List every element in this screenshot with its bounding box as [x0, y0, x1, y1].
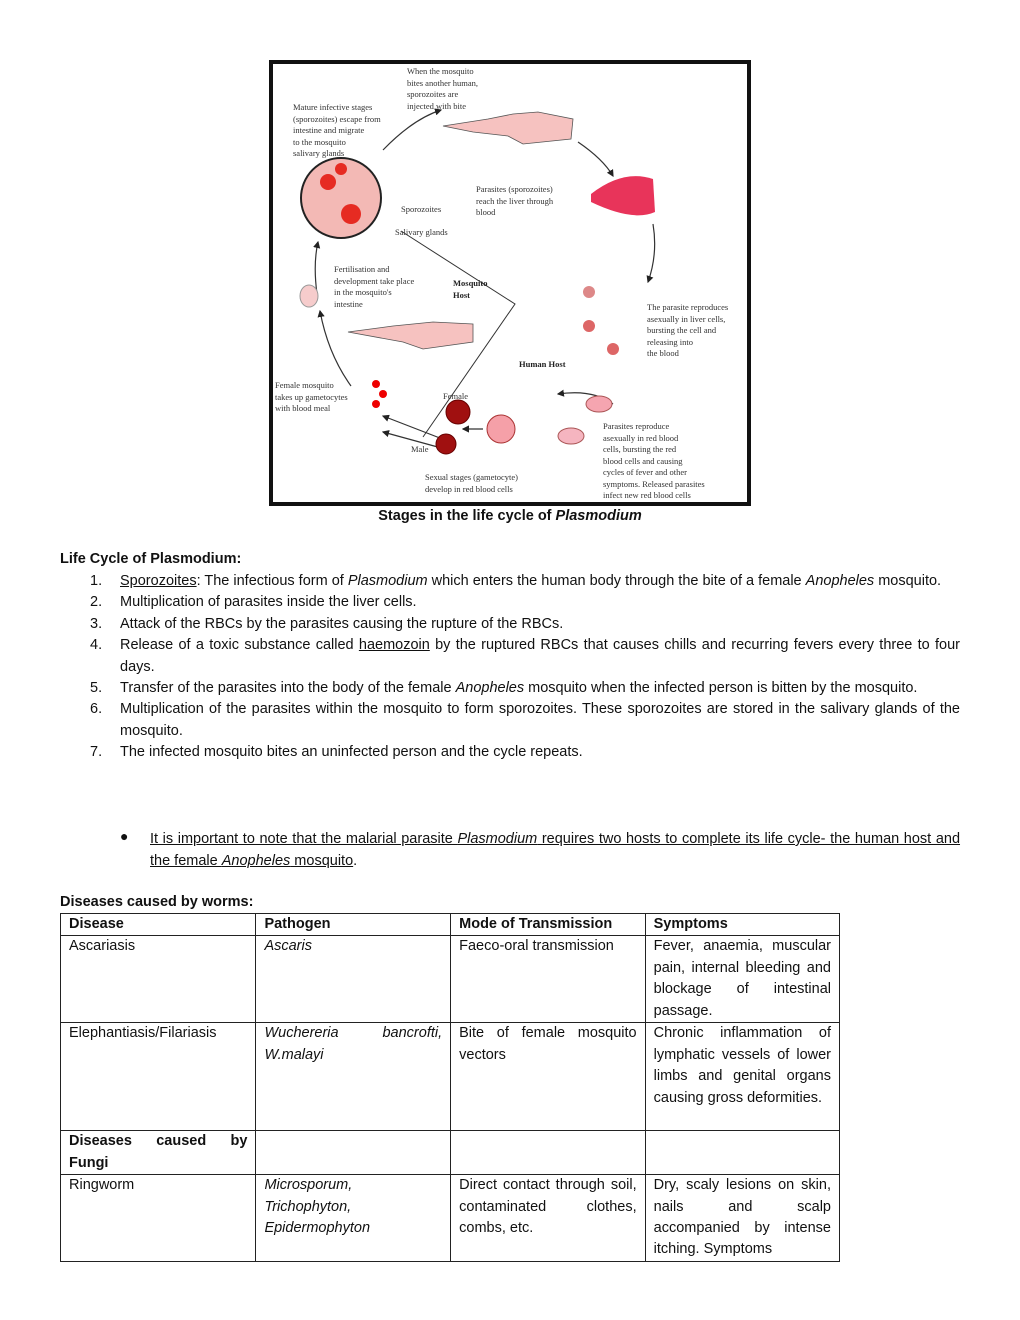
fungi-section-cell: Diseases caused by Fungi	[61, 1131, 256, 1175]
text: Release of a toxic substance called	[120, 637, 359, 654]
pathogen-cell: Ascaris	[256, 936, 451, 1023]
table-row	[61, 1023, 840, 1131]
liver-icon	[591, 176, 655, 215]
text: .	[353, 853, 358, 869]
caption-text: Stages in the life cycle of	[378, 508, 556, 524]
label-salivary: Salivary glands	[395, 227, 448, 237]
list-item	[60, 699, 960, 742]
diseases-table	[60, 913, 840, 1262]
table-row	[61, 1175, 840, 1262]
label-sexual: Sexual stages (gametocyte) develop in red blood cells	[425, 472, 518, 494]
text: Multiplication of the parasites within the mosquito to form sporozoites. These sporozoites are stored in the salivary glands of the mosquito.	[120, 701, 960, 739]
label-male: Male	[411, 444, 429, 454]
symptoms-cell: Chronic inflammation of lymphatic vessels of lower limbs and genital organs causing gross deformities.	[645, 1023, 839, 1131]
empty-cell	[256, 1131, 451, 1175]
item-number: 4.	[90, 637, 103, 654]
two-hosts-note	[150, 828, 960, 872]
pathogen-cell: Microsporum, Trichophyton, Epidermophyton	[256, 1175, 451, 1262]
plasmodium-life-cycle-figure	[269, 60, 751, 506]
transmission-cell: Faeco-oral transmission	[451, 936, 645, 1023]
text: Anopheles	[221, 853, 291, 869]
text: which enters the human body through the bite of a female	[427, 573, 806, 589]
header-transmission: Mode of Transmission	[451, 914, 645, 936]
text: Transfer of the parasites into the body of the female	[120, 680, 456, 697]
text: Plasmodium	[347, 573, 428, 589]
hand-icon	[348, 322, 473, 349]
table-header-row	[61, 914, 840, 936]
label-liver: Parasites (sporozoites) reach the liver through blood	[476, 184, 554, 217]
text: Anopheles	[455, 680, 525, 697]
transmission-cell: Direct contact through soil, contaminated clothes, combs, etc.	[451, 1175, 645, 1262]
empty-cell	[645, 1131, 839, 1175]
label-mature: Mature infective stages (sporozoites) escape from intestine and migrate to the mosquito salivary glands	[293, 102, 381, 158]
list-item	[60, 614, 960, 635]
symptoms-cell: Fever, anaemia, muscular pain, internal bleeding and blockage of intestinal passage.	[645, 936, 839, 1023]
header-pathogen: Pathogen	[256, 914, 451, 936]
text: mosquito when the infected person is bitten by the mosquito.	[524, 680, 918, 697]
sporozoites-term: Sporozoites	[120, 573, 197, 589]
symptoms-cell: Dry, scaly lesions on skin, nails and scalp accompanied by intense itching. Symptoms	[645, 1175, 839, 1262]
text: mosquito	[290, 853, 354, 869]
caption-italic: Plasmodium	[555, 508, 642, 524]
label-mosquito-host: Mosquito Host	[453, 278, 488, 300]
pathogen-cell: Wuchereria bancrofti, W.malayi	[256, 1023, 451, 1131]
item-number: 6.	[90, 701, 103, 718]
label-sporozoites: Sporozoites	[401, 204, 442, 214]
text: requires two hosts to complete its life cycle- the human host and the female	[150, 831, 961, 869]
worms-heading: Diseases caused by worms:	[60, 894, 254, 910]
text: The infected mosquito bites an uninfected person and the cycle repeats.	[120, 744, 583, 761]
label-human-host: Human Host	[519, 359, 566, 369]
text: by the ruptured RBCs that causes chills and recurring fevers every three to four days.	[120, 637, 960, 675]
hand-icon	[443, 112, 573, 144]
item-number: 5.	[90, 680, 103, 697]
label-female: Female	[443, 391, 469, 401]
lifecycle-list	[60, 571, 960, 764]
label-rbc-repro: Parasites reproduce asexually in red blood cells, bursting the red blood cells and causing cycles of fever and other symptoms. Released parasites infect new red blood cells	[603, 421, 705, 500]
table-section-row	[61, 1131, 840, 1175]
lifecycle-heading: Life Cycle of Plasmodium:	[60, 551, 242, 567]
bullet-icon: ●	[120, 828, 129, 844]
list-item	[60, 592, 960, 613]
label-liver-repro: The parasite reproduces asexually in liver cells, bursting the cell and releasing into the blood	[647, 302, 729, 358]
disease-cell: Elephantiasis/Filariasis	[61, 1023, 256, 1131]
item-number: 7.	[90, 744, 103, 761]
text: Plasmodium	[457, 831, 538, 847]
table-row	[61, 936, 840, 1023]
item-number: 2.	[90, 594, 103, 611]
text: mosquito.	[874, 573, 942, 589]
disease-cell: Ascariasis	[61, 936, 256, 1023]
figure-caption	[269, 508, 751, 524]
list-item	[60, 571, 960, 592]
text: Multiplication of parasites inside the liver cells.	[120, 594, 417, 611]
disease-cell: Ringworm	[61, 1175, 256, 1262]
haemozoin-term: haemozoin	[358, 637, 430, 654]
text: : The infectious form of	[196, 573, 348, 589]
label-fertilisation: Fertilisation and development take place in the mosquito's intestine	[334, 264, 415, 309]
header-symptoms: Symptoms	[645, 914, 839, 936]
header-disease: Disease	[61, 914, 256, 936]
item-number: 1.	[90, 573, 103, 589]
label-female-mosquito: Female mosquito takes up gametocytes with blood meal	[275, 380, 348, 413]
list-item	[60, 678, 960, 699]
transmission-cell: Bite of female mosquito vectors	[451, 1023, 645, 1131]
text: It is important to note that the malarial parasite	[150, 831, 458, 847]
empty-cell	[451, 1131, 645, 1175]
label-bite: When the mosquito bites another human, sporozoites are injected with bite	[407, 66, 479, 111]
text: Attack of the RBCs by the parasites causing the rupture of the RBCs.	[120, 615, 564, 632]
list-item	[60, 635, 960, 678]
text: Anopheles	[805, 573, 875, 589]
item-number: 3.	[90, 615, 103, 632]
list-item	[60, 742, 960, 763]
